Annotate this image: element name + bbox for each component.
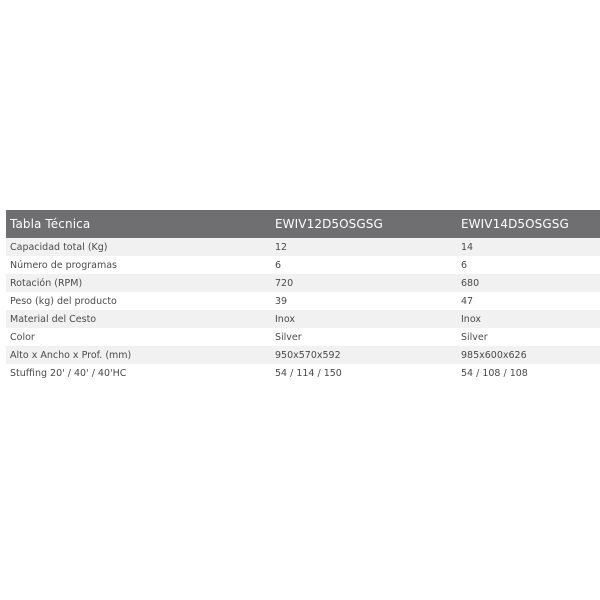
row-label: Material del Cesto [6,310,275,328]
row-value-model-2: 47 [461,292,600,310]
table-row [6,238,600,256]
row-value-model-1: Silver [275,328,461,346]
table-row [6,310,600,328]
header-model-2: EWIV14D5OSGSG [461,210,600,238]
table-header-row [6,210,600,238]
table-row [6,256,600,274]
row-label: Número de programas [6,256,275,274]
row-label: Rotación (RPM) [6,274,275,292]
technical-spec-table [6,210,600,382]
row-label: Stuffing 20' / 40' / 40'HC [6,364,275,382]
row-value-model-1: 12 [275,238,461,256]
row-value-model-1: 6 [275,256,461,274]
row-value-model-2: 6 [461,256,600,274]
row-label: Peso (kg) del producto [6,292,275,310]
row-value-model-2: 985x600x626 [461,346,600,364]
row-value-model-1: 950x570x592 [275,346,461,364]
row-value-model-2: Inox [461,310,600,328]
header-model-1: EWIV12D5OSGSG [275,210,461,238]
row-label: Alto x Ancho x Prof. (mm) [6,346,275,364]
table-row [6,328,600,346]
row-value-model-1: 720 [275,274,461,292]
table-row [6,364,600,382]
table-row [6,292,600,310]
row-label: Color [6,328,275,346]
row-value-model-1: 54 / 114 / 150 [275,364,461,382]
row-value-model-2: Silver [461,328,600,346]
row-value-model-1: 39 [275,292,461,310]
row-value-model-1: Inox [275,310,461,328]
row-label: Capacidad total (Kg) [6,238,275,256]
header-title: Tabla Técnica [6,210,275,238]
row-value-model-2: 54 / 108 / 108 [461,364,600,382]
row-value-model-2: 680 [461,274,600,292]
table-row [6,274,600,292]
table-row [6,346,600,364]
row-value-model-2: 14 [461,238,600,256]
